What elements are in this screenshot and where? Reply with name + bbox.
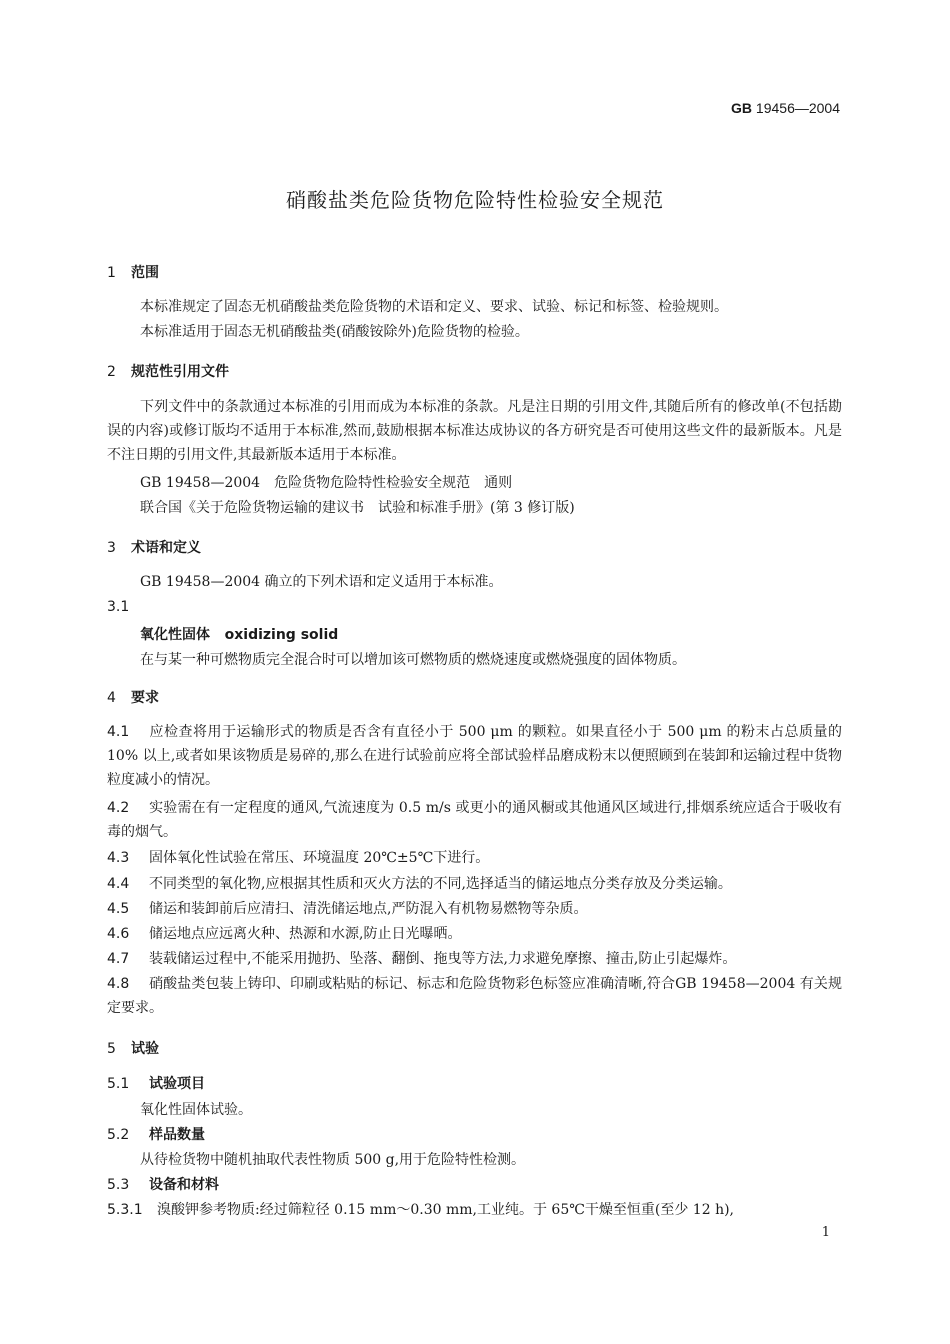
standard-number: GB 19456—2004 bbox=[731, 100, 840, 116]
subsection-5-3-heading: 5.3 设备和材料 bbox=[107, 1177, 219, 1193]
reference-1: GB 19458—2004 危险货物危险特性检验安全规范 通则 bbox=[140, 475, 513, 491]
requirement-item: 4.3 固体氧化性试验在常压、环境温度 20℃±5℃下进行。 bbox=[107, 850, 490, 866]
subsection-5-3-1-text: 5.3.1 溴酸钾参考物质:经过筛粒径 0.15 mm～0.30 mm,工业纯。于 65℃干燥至恒重(至少 12 h), bbox=[107, 1202, 734, 1218]
requirement-item: 4.5 储运和装卸前后应清扫、清洗储运地点,严防混入有机物易燃物等杂质。 bbox=[107, 901, 588, 917]
page-number: 1 bbox=[821, 1225, 830, 1240]
subsection-5-1-text: 氧化性固体试验。 bbox=[140, 1102, 252, 1118]
section-5-heading: 5 试验 bbox=[107, 1041, 159, 1057]
subsection-5-1-heading: 5.1 试验项目 bbox=[107, 1076, 205, 1092]
section-1-paragraph-2: 本标准适用于固态无机硝酸盐类(硝酸铵除外)危险货物的检验。 bbox=[140, 324, 529, 340]
section-1-paragraph-1: 本标准规定了固态无机硝酸盐类危险货物的术语和定义、要求、试验、标记和标签、检验规则。 bbox=[140, 299, 728, 315]
page-title: 硝酸盐类危险货物危险特性检验安全规范 bbox=[286, 188, 664, 212]
subsection-3-1-number: 3.1 bbox=[107, 599, 130, 615]
requirement-item: 4.7 装载储运过程中,不能采用抛扔、坠落、翻倒、拖曳等方法,力求避免摩擦、撞击,防止引起爆炸。 bbox=[107, 951, 737, 967]
term-definition: 在与某一种可燃物质完全混合时可以增加该可燃物质的燃烧速度或燃烧强度的固体物质。 bbox=[140, 652, 686, 668]
subsection-5-2-heading: 5.2 样品数量 bbox=[107, 1127, 205, 1143]
requirement-item: 4.8 硝酸盐类包装上铸印、印刷或粘贴的标记、标志和危险货物彩色标签应准确清晰,符合GB 19458—2004 有关规定要求。 bbox=[107, 976, 842, 1016]
requirement-item: 4.4 不同类型的氧化物,应根据其性质和灭火方法的不同,选择适当的储运地点分类存放及分类运输。 bbox=[107, 876, 732, 892]
requirement-item: 4.6 储运地点应远离火种、热源和水源,防止日光曝晒。 bbox=[107, 926, 462, 942]
section-4-heading: 4 要求 bbox=[107, 690, 159, 706]
section-2-heading: 2 规范性引用文件 bbox=[107, 364, 229, 380]
section-3-heading: 3 术语和定义 bbox=[107, 540, 201, 556]
section-1-heading: 1 范围 bbox=[107, 265, 159, 281]
requirement-item: 4.1 应检查将用于运输形式的物质是否含有直径小于 500 μm 的颗粒。如果直径小于 500 μm 的粉末占总质量的 10% 以上,或者如果该物质是易碎的,那么在进行试验前应将全部试验样品磨成粉末以便照顾到在装卸和运输过程中货物粒度减小的情况。 bbox=[107, 724, 842, 788]
requirement-item: 4.2 实验需在有一定程度的通风,气流速度为 0.5 m/s 或更小的通风橱或其他通风区域进行,排烟系统应适合于吸收有毒的烟气。 bbox=[107, 800, 842, 840]
section-2-intro: 下列文件中的条款通过本标准的引用而成为本标准的条款。凡是注日期的引用文件,其随后所有的修改单(不包括勘误的内容)或修订版均不适用于本标准,然而,鼓励根据本标准达成协议的各方研究是否可使用这些文件的最新版本。凡是不注日期的引用文件,其最新版本适用于本标准。 bbox=[107, 399, 842, 463]
reference-2: 联合国《关于危险货物运输的建议书 试验和标准手册》(第 3 修订版) bbox=[140, 500, 575, 516]
subsection-5-2-text: 从待检货物中随机抽取代表性物质 500 g,用于危险特性检测。 bbox=[140, 1152, 526, 1168]
term-heading: 氧化性固体 oxidizing solid bbox=[140, 627, 339, 643]
section-3-intro: GB 19458—2004 确立的下列术语和定义适用于本标准。 bbox=[140, 574, 503, 590]
